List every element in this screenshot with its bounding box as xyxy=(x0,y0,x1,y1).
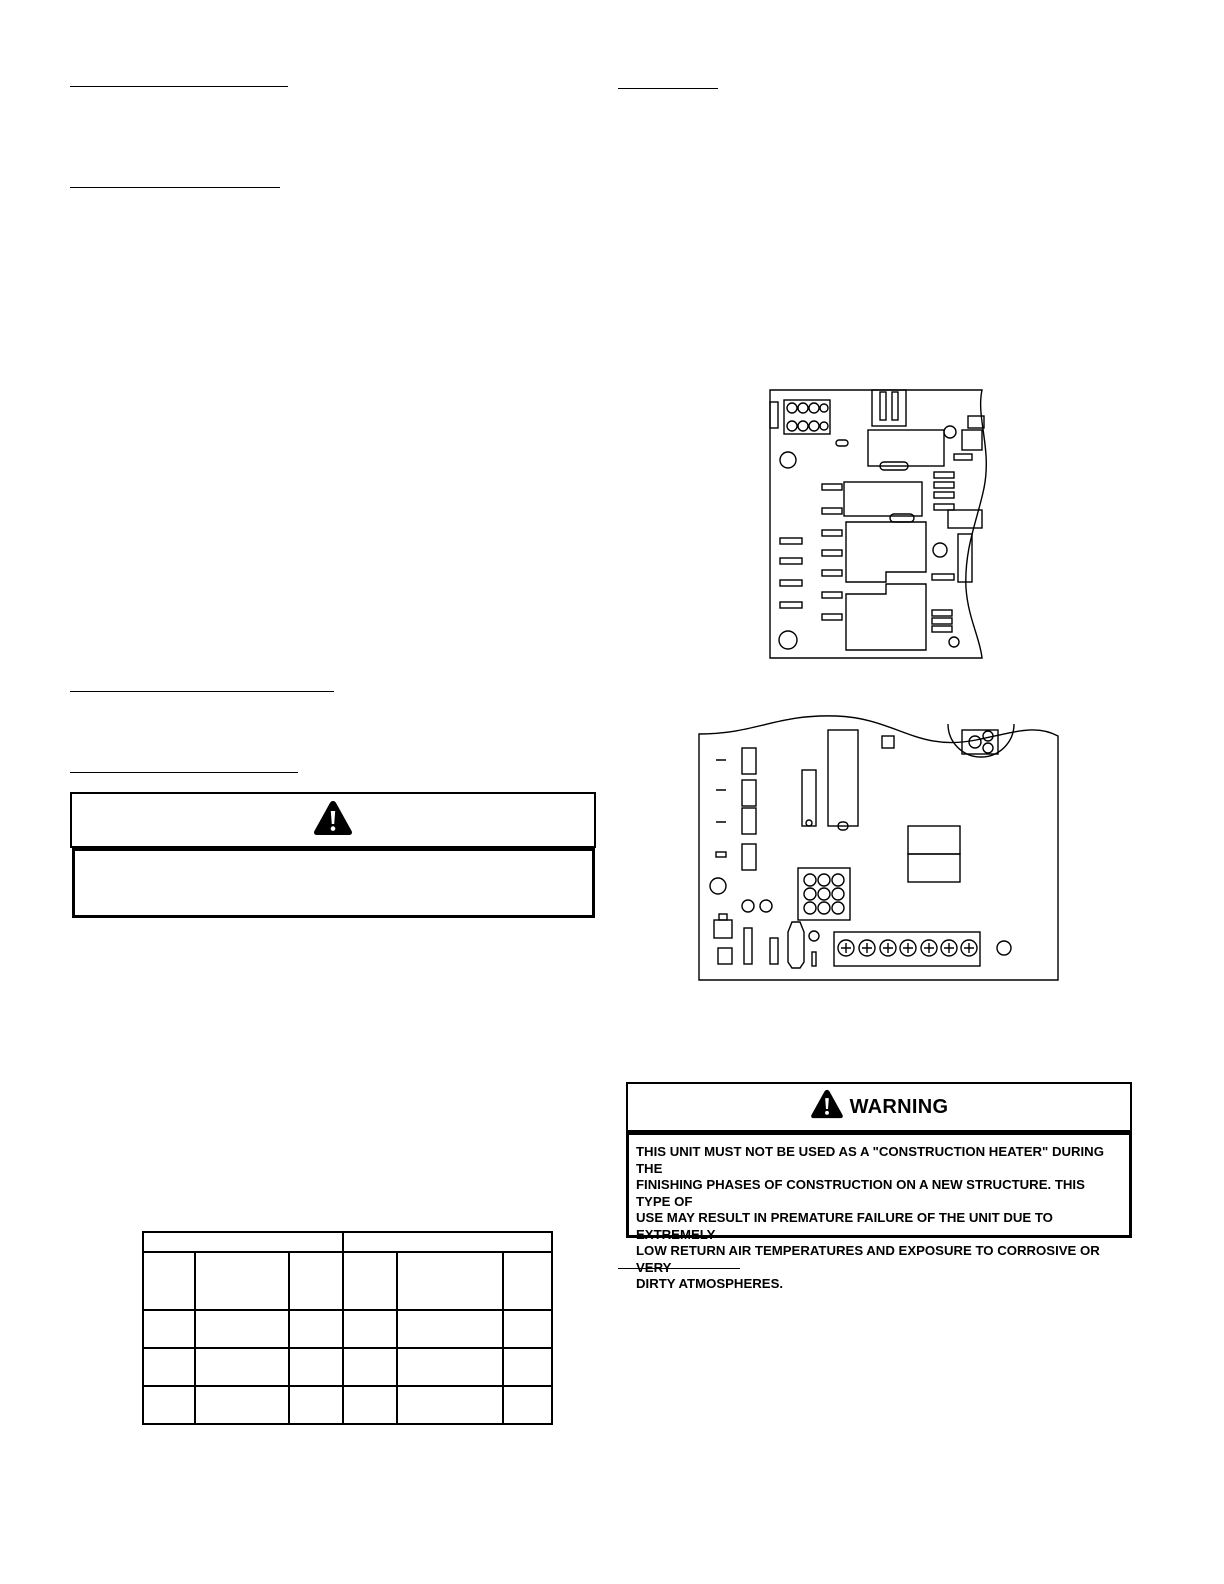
caution-box-header xyxy=(70,792,596,848)
table-cell xyxy=(503,1252,552,1310)
table-cell xyxy=(343,1386,397,1424)
heading-rule-2 xyxy=(70,187,280,188)
spec-table xyxy=(142,1231,553,1425)
warning-line: LOW RETURN AIR TEMPERATURES AND EXPOSURE TO CORROSIVE OR VERY xyxy=(636,1243,1100,1275)
warning-line: THIS UNIT MUST NOT BE USED AS A "CONSTRUCTION HEATER" DURING THE xyxy=(636,1144,1104,1176)
warning-box-body xyxy=(626,1132,1132,1291)
table-cell xyxy=(503,1386,552,1424)
table-cell xyxy=(195,1348,289,1386)
table-cell xyxy=(343,1252,397,1310)
table-header-cell xyxy=(343,1232,552,1252)
table-row xyxy=(143,1348,552,1386)
table-cell xyxy=(289,1348,343,1386)
table-cell xyxy=(143,1386,195,1424)
heading-rule-1 xyxy=(70,86,288,87)
table-cell xyxy=(397,1252,503,1310)
table-header-cell xyxy=(143,1232,343,1252)
table-cell xyxy=(143,1310,195,1348)
table-cell xyxy=(195,1252,289,1310)
table-cell xyxy=(195,1386,289,1424)
heading-rule-4 xyxy=(70,772,298,773)
warning-triangle-icon xyxy=(810,1089,844,1125)
table-row xyxy=(143,1386,552,1424)
table-cell xyxy=(397,1348,503,1386)
table-row xyxy=(143,1252,552,1310)
heading-rule-3 xyxy=(70,691,334,692)
table-cell xyxy=(143,1348,195,1386)
table-cell xyxy=(289,1252,343,1310)
table-cell xyxy=(503,1310,552,1348)
table-cell xyxy=(289,1310,343,1348)
table-cell xyxy=(503,1348,552,1386)
warning-line: DIRTY ATMOSPHERES. xyxy=(636,1276,784,1291)
warning-line: USE MAY RESULT IN PREMATURE FAILURE OF THE UNIT DUE TO EXTREMELY xyxy=(636,1210,1053,1242)
control-board-terminal-diagram xyxy=(696,712,1062,984)
table-cell xyxy=(343,1310,397,1348)
warning-line: FINISHING PHASES OF CONSTRUCTION ON A NEW STRUCTURE. THIS TYPE OF xyxy=(636,1177,1085,1209)
table-cell xyxy=(195,1310,289,1348)
table-header-row xyxy=(143,1232,552,1252)
caution-triangle-icon xyxy=(313,800,353,841)
table-row xyxy=(143,1310,552,1348)
table-cell xyxy=(289,1386,343,1424)
warning-title: WARNING xyxy=(849,1095,949,1118)
heading-rule-5 xyxy=(618,88,718,89)
table-cell xyxy=(343,1348,397,1386)
table-cell xyxy=(397,1310,503,1348)
caution-box-body xyxy=(72,848,595,918)
warning-box-header xyxy=(626,1082,1132,1132)
table-cell xyxy=(143,1252,195,1310)
control-board-partial-diagram xyxy=(768,388,992,662)
table-cell xyxy=(397,1386,503,1424)
